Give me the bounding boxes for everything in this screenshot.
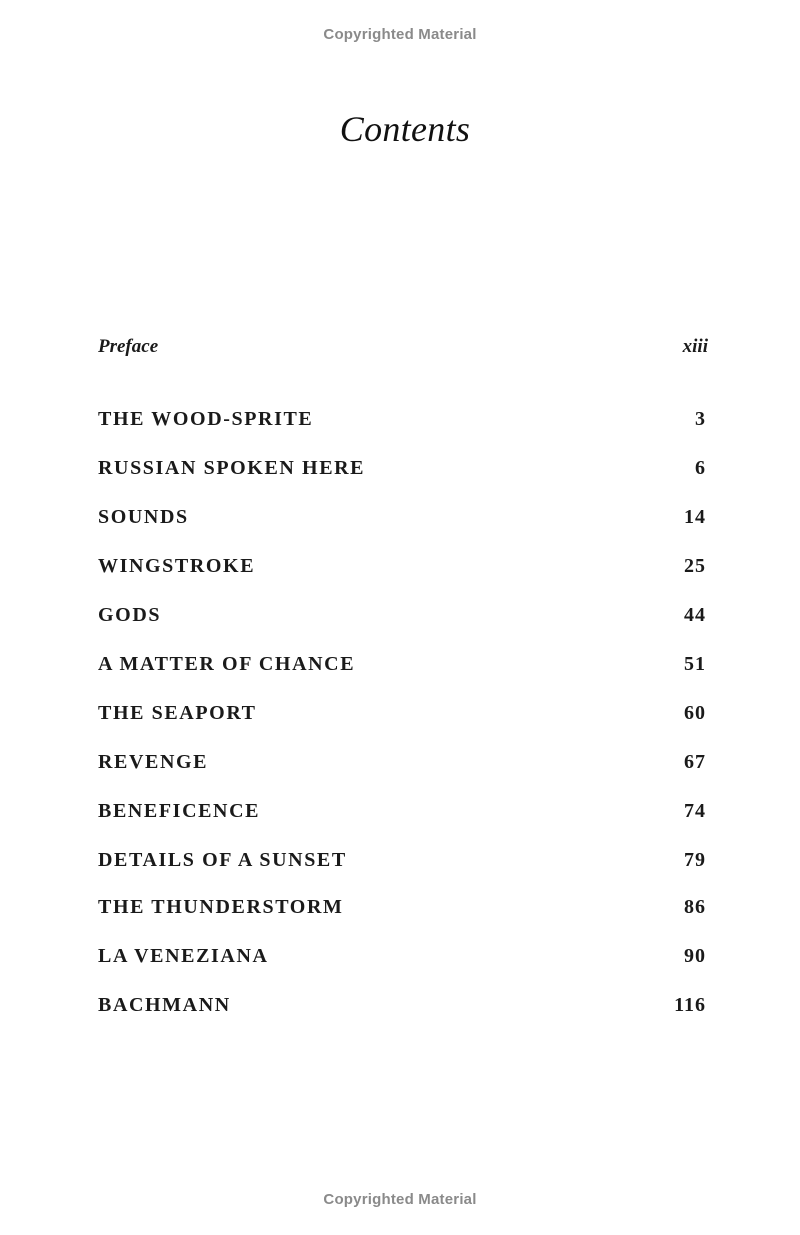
- toc-entry[interactable]: [98, 945, 706, 994]
- toc-entry-label: DETAILS OF A SUNSET: [98, 849, 347, 871]
- toc-entry[interactable]: [98, 653, 706, 702]
- toc-entry-page-number: 90: [684, 945, 706, 967]
- toc-entry-label: THE THUNDERSTORM: [98, 896, 344, 918]
- toc-entry[interactable]: [98, 896, 706, 945]
- toc-entry-label: RUSSIAN SPOKEN HERE: [98, 457, 366, 479]
- toc-entry-label: A MATTER OF CHANCE: [98, 653, 356, 675]
- toc-entry-page-number: 6: [695, 457, 706, 479]
- toc-entry-page-number: 14: [684, 506, 706, 528]
- toc-entry-page-number: 51: [684, 653, 706, 675]
- toc-entry[interactable]: [98, 604, 706, 653]
- toc-entry[interactable]: [98, 800, 706, 849]
- toc-entry-page-number: 67: [684, 751, 706, 773]
- toc-entry[interactable]: [98, 702, 706, 751]
- toc-entry-label: THE WOOD-SPRITE: [98, 408, 314, 430]
- copyright-watermark-bottom: Copyrighted Material: [323, 1191, 477, 1208]
- toc-entry[interactable]: [98, 751, 706, 800]
- toc-entry-label: BACHMANN: [98, 994, 231, 1016]
- toc-entry[interactable]: [98, 849, 706, 896]
- toc-entry-label: LA VENEZIANA: [98, 945, 269, 967]
- toc-entry[interactable]: [98, 555, 706, 604]
- toc-entry-label: THE SEAPORT: [98, 702, 257, 724]
- toc-entry-label: SOUNDS: [98, 506, 189, 528]
- toc-entry-page-number: 74: [684, 800, 706, 822]
- toc-entry[interactable]: [98, 506, 706, 555]
- toc-entry-page-number: xiii: [682, 336, 708, 357]
- toc-entry-label: WINGSTROKE: [98, 555, 256, 577]
- toc-entry-page-number: 44: [684, 604, 706, 626]
- page-title: Contents: [339, 109, 471, 149]
- toc-entry-page-number: 86: [684, 896, 706, 918]
- toc-entry-page-number: 116: [674, 994, 706, 1016]
- copyright-watermark-top: Copyrighted Material: [323, 26, 477, 43]
- table-of-contents: [98, 408, 706, 1043]
- toc-entry-preface[interactable]: [98, 336, 708, 362]
- toc-entry-label: Preface: [98, 336, 159, 357]
- toc-entry-page-number: 79: [684, 849, 706, 871]
- toc-entry-page-number: 60: [684, 702, 706, 724]
- toc-entry[interactable]: [98, 408, 706, 457]
- toc-entry-page-number: 25: [684, 555, 706, 577]
- toc-entry[interactable]: [98, 994, 706, 1043]
- toc-entry-label: GODS: [98, 604, 162, 626]
- toc-entry-label: REVENGE: [98, 751, 209, 773]
- toc-entry[interactable]: [98, 457, 706, 506]
- toc-entry-page-number: 3: [695, 408, 706, 430]
- toc-entry-label: BENEFICENCE: [98, 800, 261, 822]
